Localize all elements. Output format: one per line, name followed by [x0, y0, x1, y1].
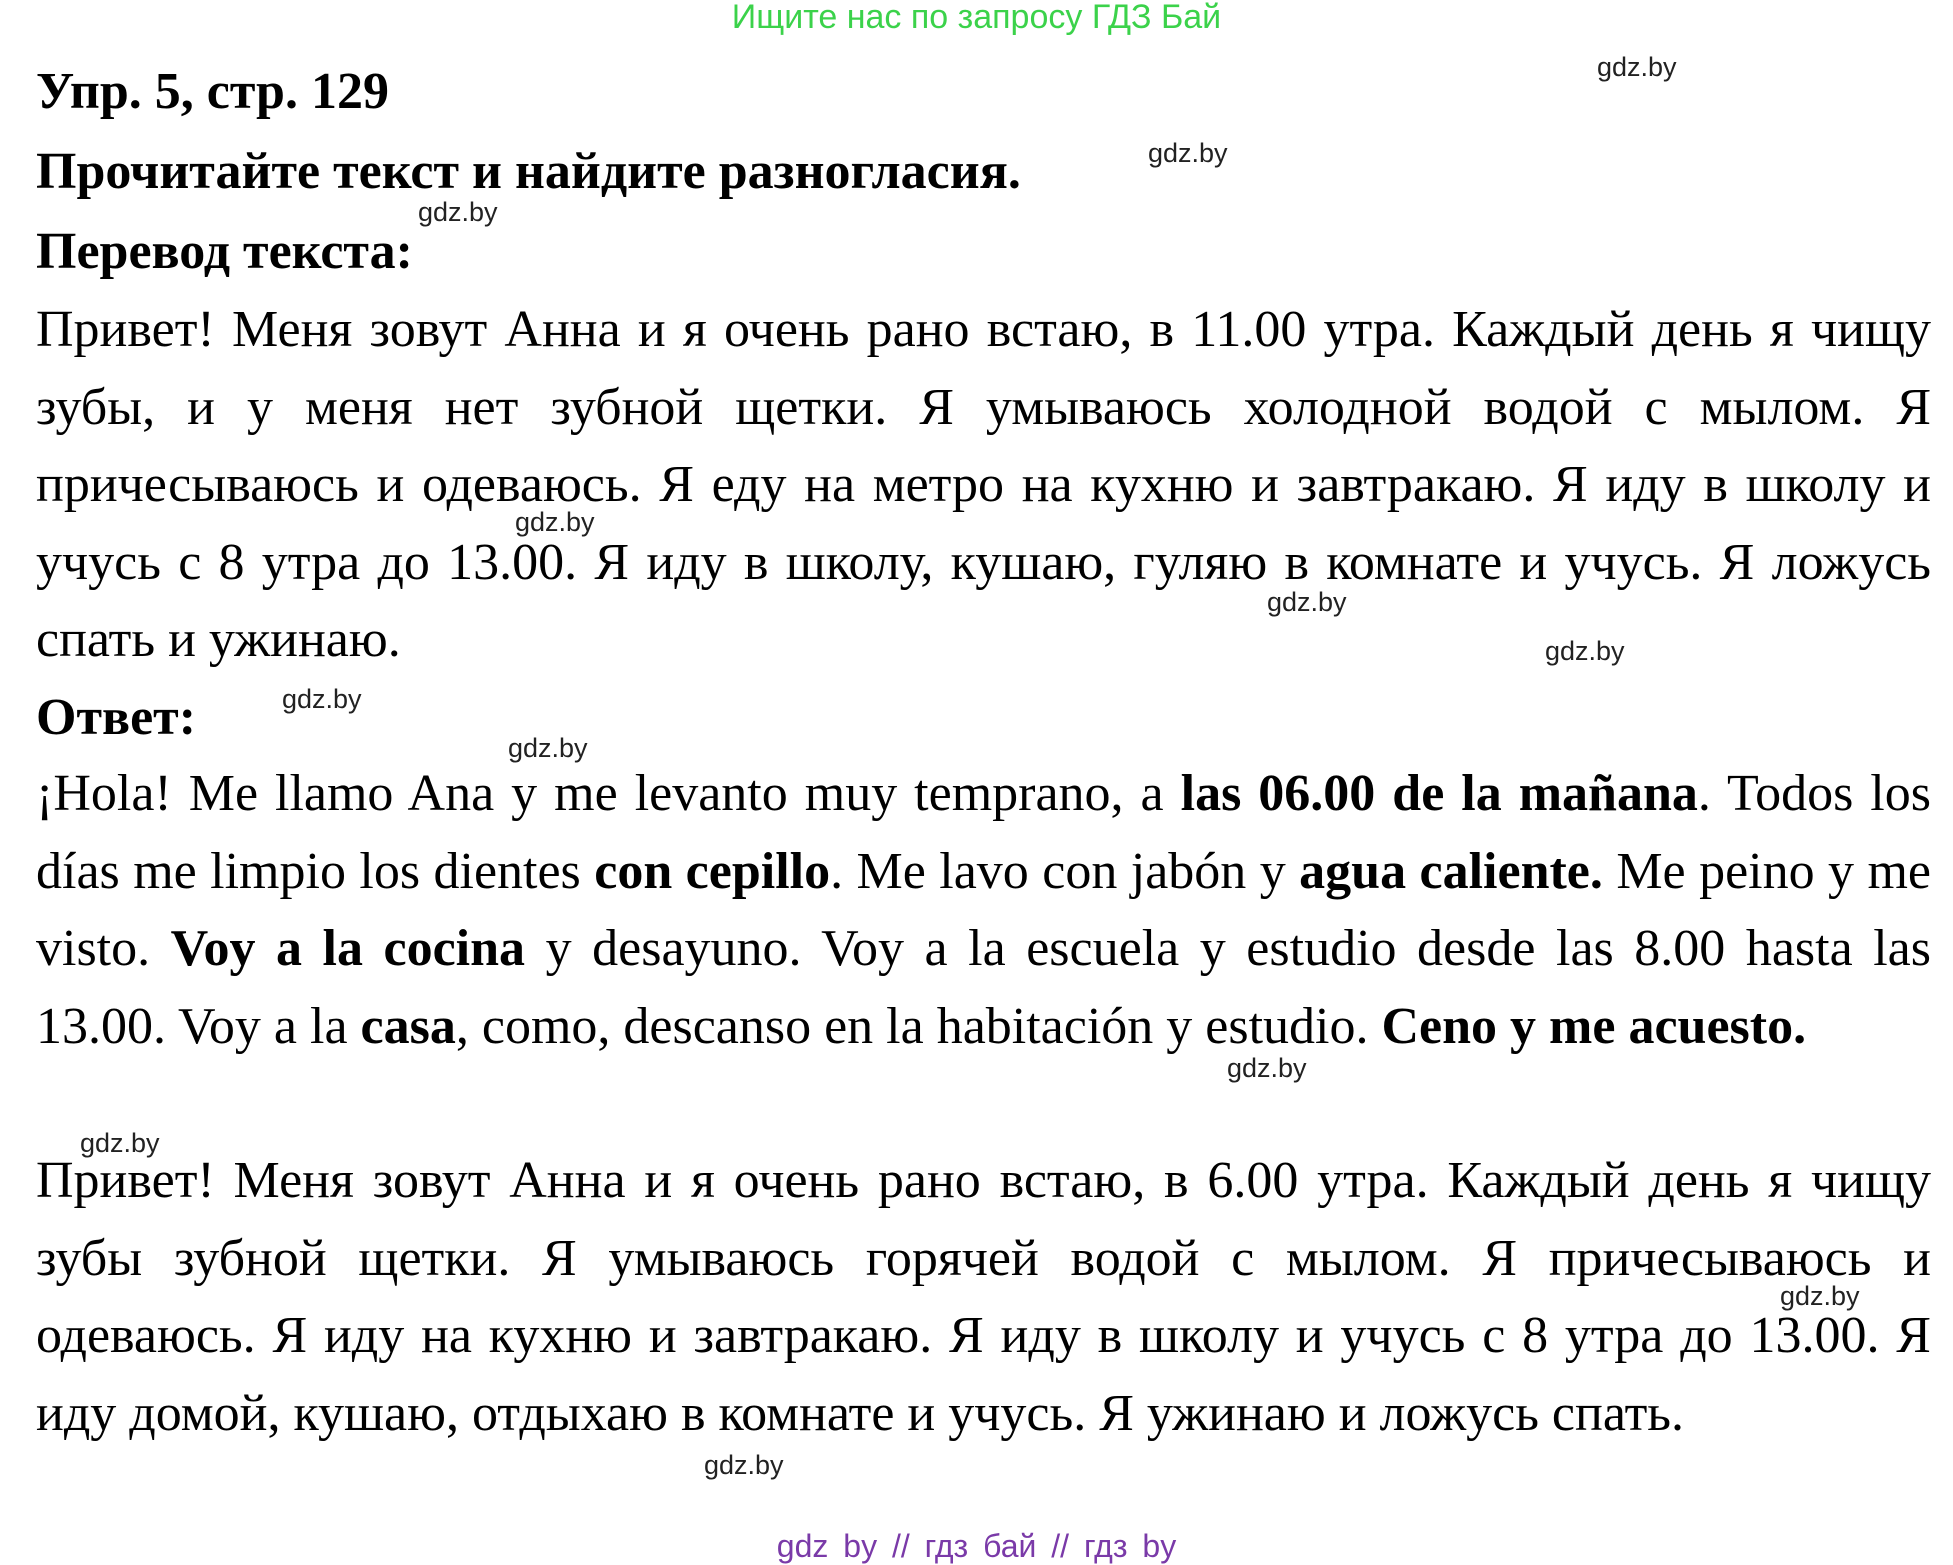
bold-correction: casa	[360, 997, 456, 1055]
watermark: gdz.by	[1545, 636, 1625, 666]
task-title: Прочитайте текст и найдите разногласия.	[36, 143, 1021, 200]
footer-watermark: gdz by // гдз бай // гдз by	[776, 1528, 1177, 1564]
answer-heading: Ответ:	[36, 689, 197, 746]
bold-correction: agua caliente.	[1299, 842, 1603, 900]
bold-correction: con cepillo	[594, 842, 831, 900]
watermark: gdz.by	[1597, 52, 1677, 82]
watermark: gdz.by	[418, 197, 498, 227]
translation-paragraph: Привет! Меня зовут Анна и я очень рано встаю, в 11.00 утра. Каждый день я чищу зубы, и у меня нет зубной щетки. Я умываюсь холодной водой с мылом. Я причесываюсь и одеваюсь. Я еду на метро на кухню и завтракаю. Я иду в школу и учусь с 8 утра до 13.00. Я иду в школу, кушаю, гуляю в комнате и учусь. Я ложусь спать и ужинаю.	[36, 301, 1931, 668]
bold-correction: Ceno y me acuesto.	[1381, 997, 1807, 1055]
bold-correction: Voy a la cocina	[170, 920, 526, 977]
watermark: gdz.by	[1780, 1281, 1860, 1311]
russian-answer-paragraph: Привет! Меня зовут Анна и я очень рано встаю, в 6.00 утра. Каждый день я чищу зубы зубной щетки. Я умываюсь горячей водой с мылом. Я причесываюсь и одеваюсь. Я иду на кухню и завтракаю. Я иду в школу и учусь с 8 утра до 13.00. Я иду домой, кушаю, отдыхаю в комнате и учусь. Я ужинаю и ложусь спать.	[36, 1152, 1931, 1442]
watermark: gdz.by	[1267, 587, 1347, 617]
text-run: ¡Hola! Me llamo Ana y me levanto muy temprano, a	[36, 765, 1181, 822]
text-run: , como, descanso en la habitación y estudio.	[455, 997, 1382, 1055]
text-run: . Todos los días me limpio los dientes	[36, 765, 1931, 900]
bold-correction: las 06.00 de la mañana	[1180, 765, 1698, 822]
watermark: gdz.by	[704, 1450, 784, 1480]
text-run: y desayuno. Voy a la escuela y estudio desde las 8.00 hasta las 13.00. Voy a la	[36, 920, 1931, 1055]
translation-heading: Перевод текста:	[36, 223, 413, 280]
watermark: gdz.by	[80, 1128, 160, 1158]
watermark: gdz.by	[282, 684, 362, 714]
text-run: Me peino y me visto.	[36, 842, 1932, 977]
watermark: gdz.by	[1227, 1053, 1307, 1083]
watermark: gdz.by	[508, 733, 588, 763]
watermark: gdz.by	[1148, 138, 1228, 168]
spanish-answer-paragraph	[36, 755, 1931, 1065]
watermark: gdz.by	[515, 507, 595, 537]
top-banner: Ищите нас по запросу ГДЗ Бай	[731, 0, 1222, 36]
exercise-title: Упр. 5, стр. 129	[36, 63, 389, 120]
text-run: . Me lavo con jabón y	[830, 842, 1300, 900]
